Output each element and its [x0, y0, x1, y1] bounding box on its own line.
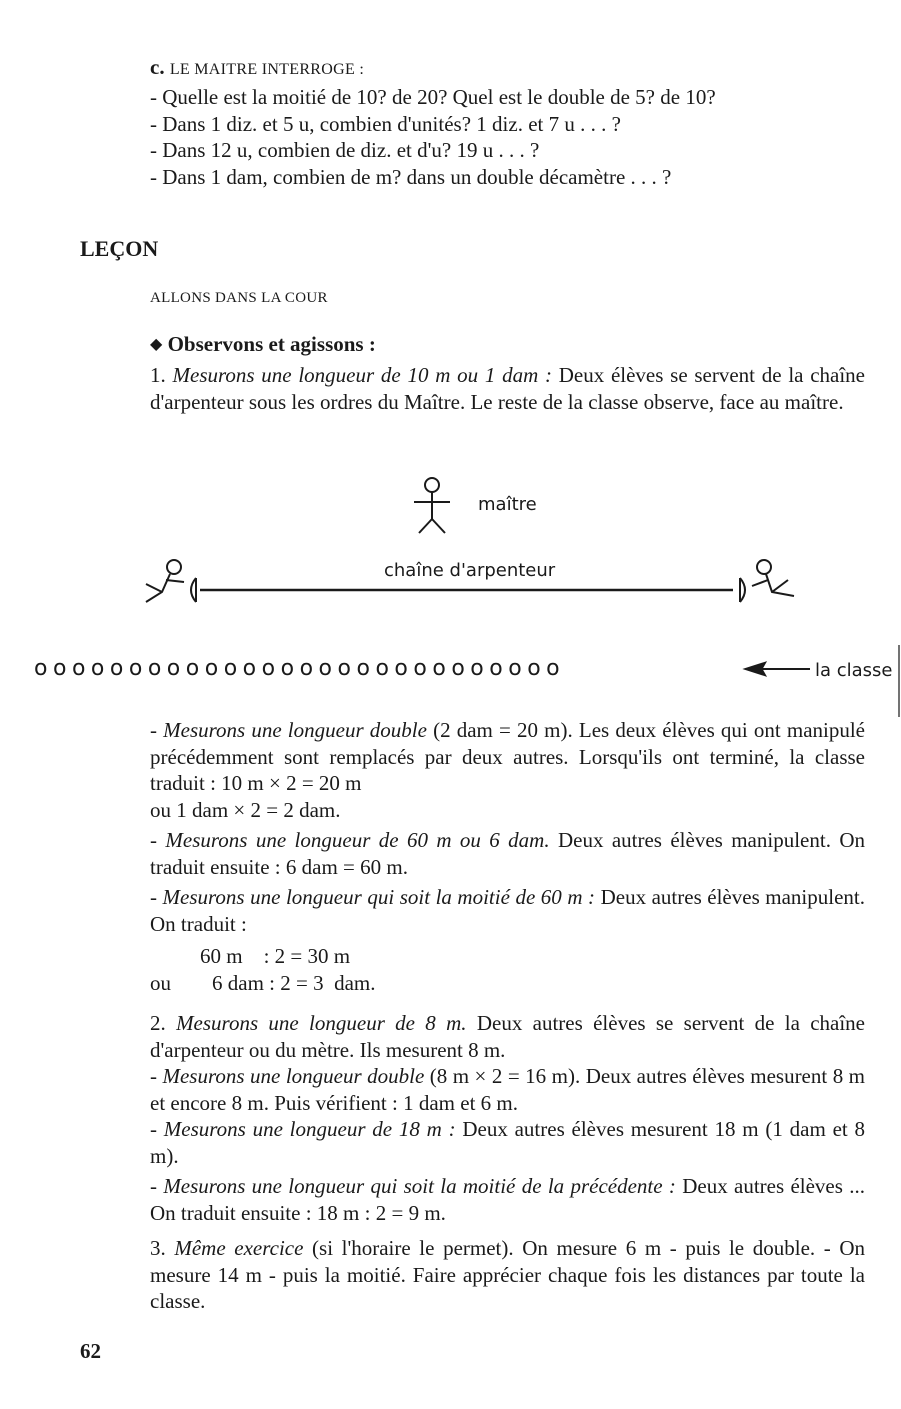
student-dot: o — [451, 656, 471, 681]
p2-18m-text: Deux autres élèves mesurent 18 m (1 dam et 8 m). — [150, 1117, 865, 1168]
student-dot: o — [52, 656, 72, 681]
p3-italic: Même exercice — [174, 1236, 304, 1260]
paragraph-60m — [150, 827, 865, 880]
paragraph-half-60m — [150, 884, 865, 937]
p2-18m-italic: Mesurons une longueur de 18 m : — [163, 1117, 456, 1141]
student-dot: o — [223, 656, 243, 681]
student-dot: o — [375, 656, 395, 681]
p-double-text: (2 dam = 20 m). Les deux élèves qui ont manipulé précédemment sont remplacés par deux autres. Lorsqu'ils ont terminé, la classe traduit : 10 m × 2 = 20 m — [150, 718, 866, 796]
p2-double-italic: Mesurons une longueur double — [162, 1064, 425, 1088]
student-dot: o — [432, 656, 452, 681]
section-c-label: c. — [150, 55, 165, 79]
paragraph-2-18m — [150, 1116, 865, 1169]
student-dot: o — [299, 656, 319, 681]
dash: - — [150, 1117, 164, 1141]
student-dot: o — [204, 656, 224, 681]
paragraph-2-half — [150, 1173, 865, 1226]
student-dot: o — [356, 656, 376, 681]
p-half-italic: Mesurons une longueur qui soit la moitié de 60 m : — [162, 885, 596, 909]
dash: - — [150, 1064, 163, 1088]
student-dot: o — [147, 656, 167, 681]
lecon-title: LEÇON — [80, 236, 159, 261]
class-label: la classe — [815, 660, 893, 681]
p3-text: (si l'horaire le permet). On mesure 6 m - puis le double. - On mesure 14 m - puis la moitié. Faire apprécier chaque fois les distances par toute la classe. — [150, 1236, 866, 1314]
p2-double-text: (8 m × 2 = 16 m). Deux autres élèves mesurent 8 m et encore 8 m. Puis vérifient : 1 dam et 6 m. — [150, 1064, 866, 1115]
student-dot: o — [318, 656, 338, 681]
diamond-icon: ◆ — [150, 336, 163, 353]
question-3: - Dans 12 u, combien de diz. et d'u? 19 u . . . ? — [150, 138, 540, 162]
p-60m-text: Deux autres élèves manipulent. On traduit ensuite : 6 dam = 60 m. — [150, 828, 865, 879]
p-double-italic: Mesurons une longueur double — [163, 718, 427, 742]
chain-label: chaîne d'arpenteur — [384, 560, 556, 581]
arrow-icon — [744, 662, 810, 676]
student-dot: o — [489, 656, 509, 681]
dash: - — [150, 1174, 164, 1198]
student-dot: o — [185, 656, 205, 681]
student-dot: o — [280, 656, 300, 681]
question-1: - Quelle est la moitié de 10? de 20? Quel est le double de 5? de 10? — [150, 85, 716, 109]
student-dot: o — [242, 656, 262, 681]
student-dot: o — [413, 656, 433, 681]
equation-1: 60 m : 2 = 30 m — [200, 944, 351, 968]
student-dot: o — [546, 656, 566, 681]
dash: - — [150, 718, 164, 742]
teacher-label: maître — [478, 494, 537, 515]
question-2: - Dans 1 diz. et 5 u, combien d'unités? 1 diz. et 7 u . . . ? — [150, 112, 621, 136]
student-dot: o — [394, 656, 414, 681]
student-dot: o — [508, 656, 528, 681]
lecon-subtitle: ALLONS DANS LA COUR — [150, 290, 328, 306]
dash: - — [150, 828, 166, 852]
student-dot: o — [261, 656, 281, 681]
student-dot: o — [470, 656, 490, 681]
equation-2: 6 dam : 2 = 3 dam. — [212, 971, 376, 995]
observe-heading-text: Observons et agissons : — [167, 332, 376, 356]
student-dot: o — [109, 656, 129, 681]
right-student-figure — [740, 560, 794, 602]
student-dot: o — [90, 656, 110, 681]
p1-italic: Mesurons une longueur de 10 m ou 1 dam : — [172, 363, 552, 387]
student-dot: o — [34, 656, 53, 681]
question-4: - Dans 1 dam, combien de m? dans un double décamètre . . . ? — [150, 165, 672, 189]
p-60m-italic: Mesurons une longueur de 60 m ou 6 dam. — [165, 828, 550, 852]
paragraph-2-double — [150, 1063, 865, 1116]
dash: - — [150, 885, 163, 909]
p2-number: 2. — [150, 1011, 166, 1035]
teacher-figure — [414, 478, 450, 533]
student-dot: o — [166, 656, 186, 681]
class-students-row — [34, 656, 565, 681]
section-c-heading: LE MAITRE INTERROGE : — [169, 61, 365, 78]
paragraph-3 — [150, 1235, 865, 1315]
p3-number: 3. — [150, 1236, 166, 1260]
p1-number: 1. — [150, 363, 166, 387]
p-double-line2: ou 1 dam × 2 = 2 dam. — [150, 798, 341, 822]
p2-half-italic: Mesurons une longueur qui soit la moitié de la précédente : — [163, 1174, 676, 1198]
p1-text: Deux élèves se servent de la chaîne d'arpenteur sous les ordres du Maître. Le reste de la classe observe, face au maître. — [150, 363, 866, 414]
p2-half-text: Deux autres élèves ... On traduit ensuite : 18 m : 2 = 9 m. — [150, 1174, 865, 1225]
p-half-text: Deux autres élèves manipulent. On traduit : — [150, 885, 866, 936]
student-dot: o — [71, 656, 91, 681]
student-dot: o — [527, 656, 547, 681]
p2-text: Deux autres élèves se servent de la chaîne d'arpenteur ou du mètre. Ils mesurent 8 m. — [150, 1011, 866, 1062]
student-dot: o — [337, 656, 357, 681]
paragraph-2 — [150, 1010, 865, 1063]
page-number: 62 — [80, 1339, 101, 1363]
left-student-figure — [146, 560, 196, 602]
equation-2-ou: ou — [150, 971, 171, 995]
student-dot: o — [128, 656, 148, 681]
paragraph-double — [150, 717, 865, 797]
p2-italic: Mesurons une longueur de 8 m. — [176, 1011, 467, 1035]
